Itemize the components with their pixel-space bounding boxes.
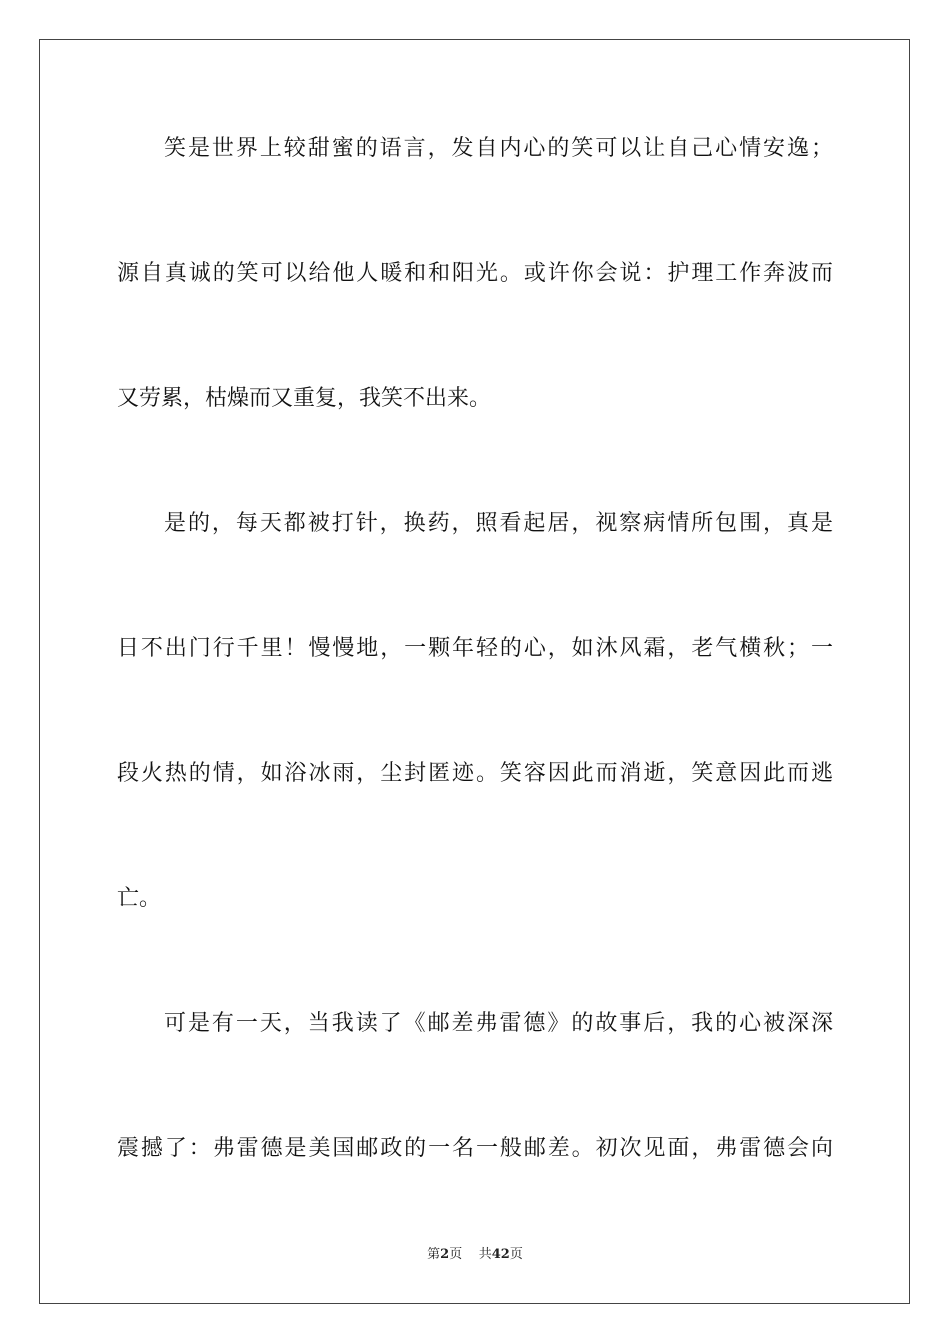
footer-total-suffix: 页	[509, 1247, 523, 1262]
paragraph-2-line-2: 日不出门行千里！慢慢地，一颗年轻的心，如沐风霜，老气横秋；一	[117, 636, 833, 661]
paragraph-3-line-2: 震撼了：弗雷德是美国邮政的一名一般邮差。初次见面，弗雷德会向	[117, 1136, 833, 1161]
paragraph-2-line-3: 段火热的情，如浴冰雨，尘封匿迹。笑容因此而消逝，笑意因此而逃	[117, 761, 833, 786]
footer-page-prefix: 第	[427, 1247, 441, 1262]
paragraph-2-line-1: 是的，每天都被打针，换药，照看起居，视察病情所包围，真是	[164, 511, 833, 536]
page-footer	[0, 1246, 950, 1264]
paragraph-1-line-2: 源自真诚的笑可以给他人暖和和阳光。或许你会说：护理工作奔波而	[117, 261, 833, 286]
paragraph-2-line-4: 亡。	[117, 886, 162, 911]
paragraph-1-line-3: 又劳累，枯燥而又重复，我笑不出来。	[117, 386, 492, 411]
paragraph-1-line-1: 笑是世界上较甜蜜的语言，发自内心的笑可以让自己心情安逸；	[164, 136, 833, 161]
footer-total-prefix: 共	[478, 1247, 492, 1262]
footer-page-suffix: 页	[449, 1247, 463, 1262]
paragraph-3-line-1: 可是有一天，当我读了《邮差弗雷德》的故事后，我的心被深深	[164, 1011, 833, 1036]
footer-total-pages: 42	[491, 1247, 510, 1262]
footer-page-number: 2	[440, 1247, 450, 1262]
page-border	[39, 39, 910, 1304]
